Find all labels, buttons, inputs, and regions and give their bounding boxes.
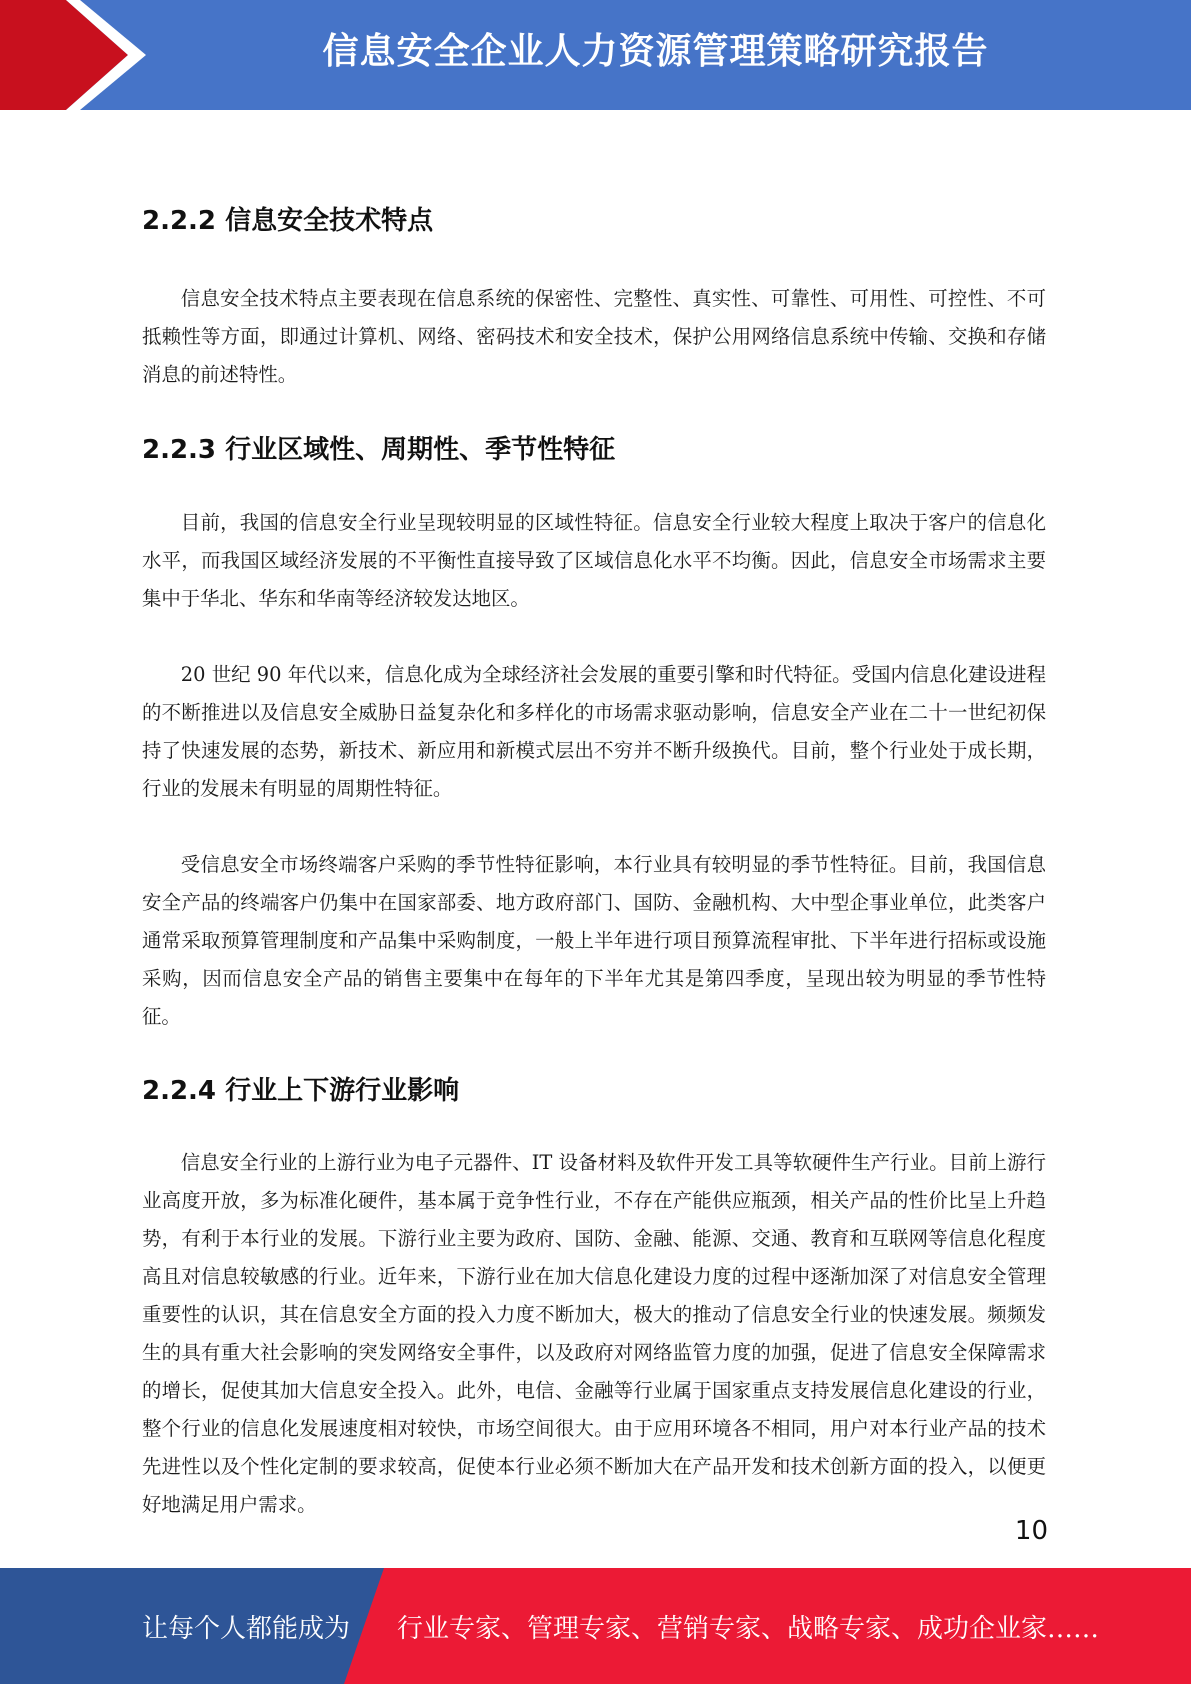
paragraph: 20 世纪 90 年代以来，信息化成为全球经济社会发展的重要引擎和时代特征。受国内信息化建设进程的不断推进以及信息安全威胁日益复杂化和多样化的市场需求驱动影响，信息安全产业在二十一世纪初保持了快速发展的态势，新技术、新应用和新模式层出不穷并不断升级换代。目前，整个行业处于成长期，行业的发展未有明显的周期性特征。	[142, 663, 1046, 800]
paragraph: 信息安全行业的上游行业为电子元器件、IT 设备材料及软件开发工具等软硬件生产行业。目前上游行业高度开放，多为标准化硬件，基本属于竞争性行业，不存在产能供应瓶颈，相关产品的性价比呈上升趋势，有利于本行业的发展。下游行业主要为政府、国防、金融、能源、交通、教育和互联网等信息化程度高且对信息较敏感的行业。近年来，下游行业在加大信息化建设力度的过程中逐渐加深了对信息安全管理重要性的认识，其在信息安全方面的投入力度不断加大，极大的推动了信息安全行业的快速发展。频频发生的具有重大社会影响的突发网络安全事件，以及政府对网络监管力度的加强，促进了信息安全保障需求的增长，促使其加大信息安全投入。此外，电信、金融等行业属于国家重点支持发展信息化建设的行业，整个行业的信息化发展速度相对较快，市场空间很大。由于应用环境各不相同，用户对本行业产品的技术先进性以及个性化定制的要求较高，促使本行业必须不断加大在产品开发和技术创新方面的投入，以便更好地满足用户需求。	[142, 1151, 1046, 1516]
paragraph: 目前，我国的信息安全行业呈现较明显的区域性特征。信息安全行业较大程度上取决于客户的信息化水平，而我国区域经济发展的不平衡性直接导致了区域信息化水平不均衡。因此，信息安全市场需求主要集中于华北、华东和华南等经济较发达地区。	[142, 511, 1046, 610]
section-heading-2-2-3: 2.2.3 行业区域性、周期性、季节性特征	[142, 435, 616, 465]
section-heading-2-2-4: 2.2.4 行业上下游行业影响	[142, 1076, 460, 1106]
page-footer	[0, 1568, 1191, 1684]
page-header	[0, 0, 1191, 110]
section-heading-2-2-2: 2.2.2 信息安全技术特点	[142, 206, 434, 236]
page-number: 10	[1014, 1516, 1048, 1546]
footer-slogan-right: 行业专家、管理专家、营销专家、战略专家、成功企业家……	[397, 1614, 1100, 1644]
paragraph: 信息安全技术特点主要表现在信息系统的保密性、完整性、真实性、可靠性、可用性、可控性、不可抵赖性等方面，即通过计算机、网络、密码技术和安全技术，保护公用网络信息系统中传输、交换和存储消息的前述特性。	[142, 287, 1046, 386]
footer-slogan-left: 让每个人都能成为	[142, 1614, 351, 1644]
document-title: 信息安全企业人力资源管理策略研究报告	[322, 31, 989, 72]
header-chevron-icon	[0, 0, 160, 110]
paragraph: 受信息安全市场终端客户采购的季节性特征影响，本行业具有较明显的季节性特征。目前，我国信息安全产品的终端客户仍集中在国家部委、地方政府部门、国防、金融机构、大中型企事业单位，此类客户通常采取预算管理制度和产品集中采购制度，一般上半年进行项目预算流程审批、下半年进行招标或设施采购，因而信息安全产品的销售主要集中在每年的下半年尤其是第四季度，呈现出较为明显的季节性特征。	[142, 853, 1046, 1028]
